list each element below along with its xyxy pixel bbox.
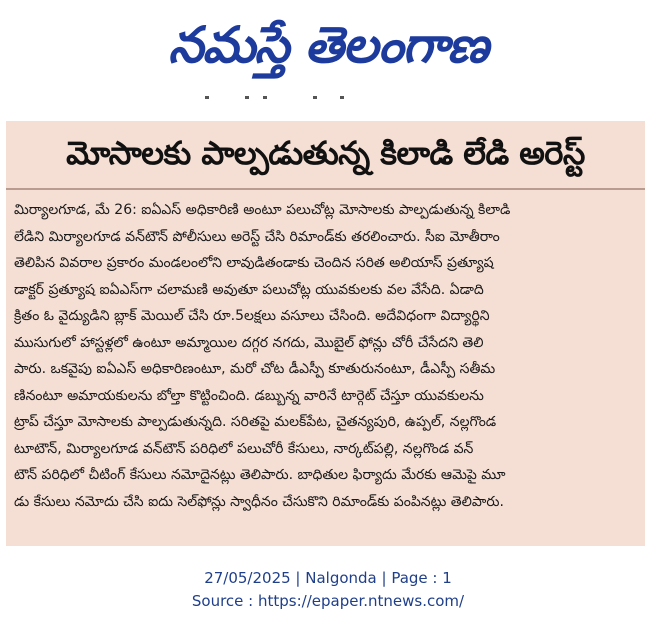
headline-divider xyxy=(6,188,645,190)
article-line: ణినంటూ అమాయకులను బోల్తా కొట్టించింది. డబ్బున్న వారినే టార్గెట్ చేస్తూ యువకులను xyxy=(14,387,484,404)
article-line: డు కేసులు నమోదు చేసి ఐదు సెల్‌ఫోన్లు స్వాధీనం చేసుకొని రిమాండ్‌కు పంపినట్లు తెలిపారు. xyxy=(14,493,504,510)
decoration-dot xyxy=(340,96,344,99)
source-link[interactable]: Source : https://epaper.ntnews.com/ xyxy=(191,592,465,610)
article-line: పారు. ఒకవైపు ఐఏఎస్ అధికారిణంటూ, మరో చోట డీఎస్పీ కూతురునంటూ, డీఎస్పీ సతీమ xyxy=(14,361,496,377)
masthead-decoration xyxy=(205,96,355,100)
decoration-dot xyxy=(263,96,267,99)
article-headline: మోసాలకు పాల్పడుతున్న కిలాడి లేడి అరెస్ట్ xyxy=(66,134,585,172)
article-line: తెలిపిన వివరాల ప్రకారం మండలంలోని లావుడితండాకు చెందిన సరిత అలియాస్ ప్రత్యూష xyxy=(14,255,494,271)
decoration-dot xyxy=(245,96,249,99)
article-line: క్రితం ఓ వైద్యుడిని బ్లాక్ మెయిల్ చేసి రూ.5లక్షలు వసూలు చేసింది. అదేవిధంగా విద్యార్థిని xyxy=(14,308,490,324)
news-clipping xyxy=(6,121,645,546)
article-line: టూటౌన్, మిర్యాలగూడ వన్‌టౌన్ పరిధిలో పలుచోరీ కేసులు, నార్కట్‌పల్లి, నల్లగొండ వన్ xyxy=(14,440,474,457)
article-line: ముసుగులో హాస్టళ్లలో ఉంటూ అమ్మాయిల దగ్గర నగదు, మొబైల్ ఫోన్లు చోరీ చేసేదని తెలి xyxy=(14,334,484,351)
newspaper-masthead xyxy=(0,6,656,86)
decoration-dot xyxy=(313,96,317,99)
article-line: లేడిని మిర్యాలగూడ వన్‌టౌన్ పోలీసులు అరెస్ట్ చేసి రిమాండ్‌కు తరలించారు. సీఐ మోతీరాం xyxy=(14,228,500,245)
edition-info: 27/05/2025 | Nalgonda | Page : 1 xyxy=(204,569,452,587)
article-line: డాక్టర్ ప్రత్యూష ఐఏఎస్‌గా చలామణి అవుతూ పలుచోట్ల యువకులకు వల వేసేది. ఏడాది xyxy=(14,281,484,298)
article-line: ట్రాప్ చేస్తూ మోసాలకు పాల్పడుతున్నది. సరితపై మలక్‌పేట, చైతన్యపురి, ఉప్పల్, నల్లగొండ xyxy=(14,414,497,430)
article-body xyxy=(14,197,635,515)
article-line: టౌన్ పరిధిలో చీటింగ్ కేసులు నమోదైనట్లు తెలిపారు. బాధితుల ఫిర్యాదు మేరకు ఆమెపై మూ xyxy=(14,467,506,483)
article-line: మిర్యాలగూడ, మే 26: ఐఏఎస్ అధికారిణి అంటూ పలుచోట్ల మోసాలకు పాల్పడుతున్న కిలాడి xyxy=(14,202,511,218)
masthead-title: నమస్తే తెలంగాణ xyxy=(168,16,488,74)
decoration-dot xyxy=(205,96,209,99)
